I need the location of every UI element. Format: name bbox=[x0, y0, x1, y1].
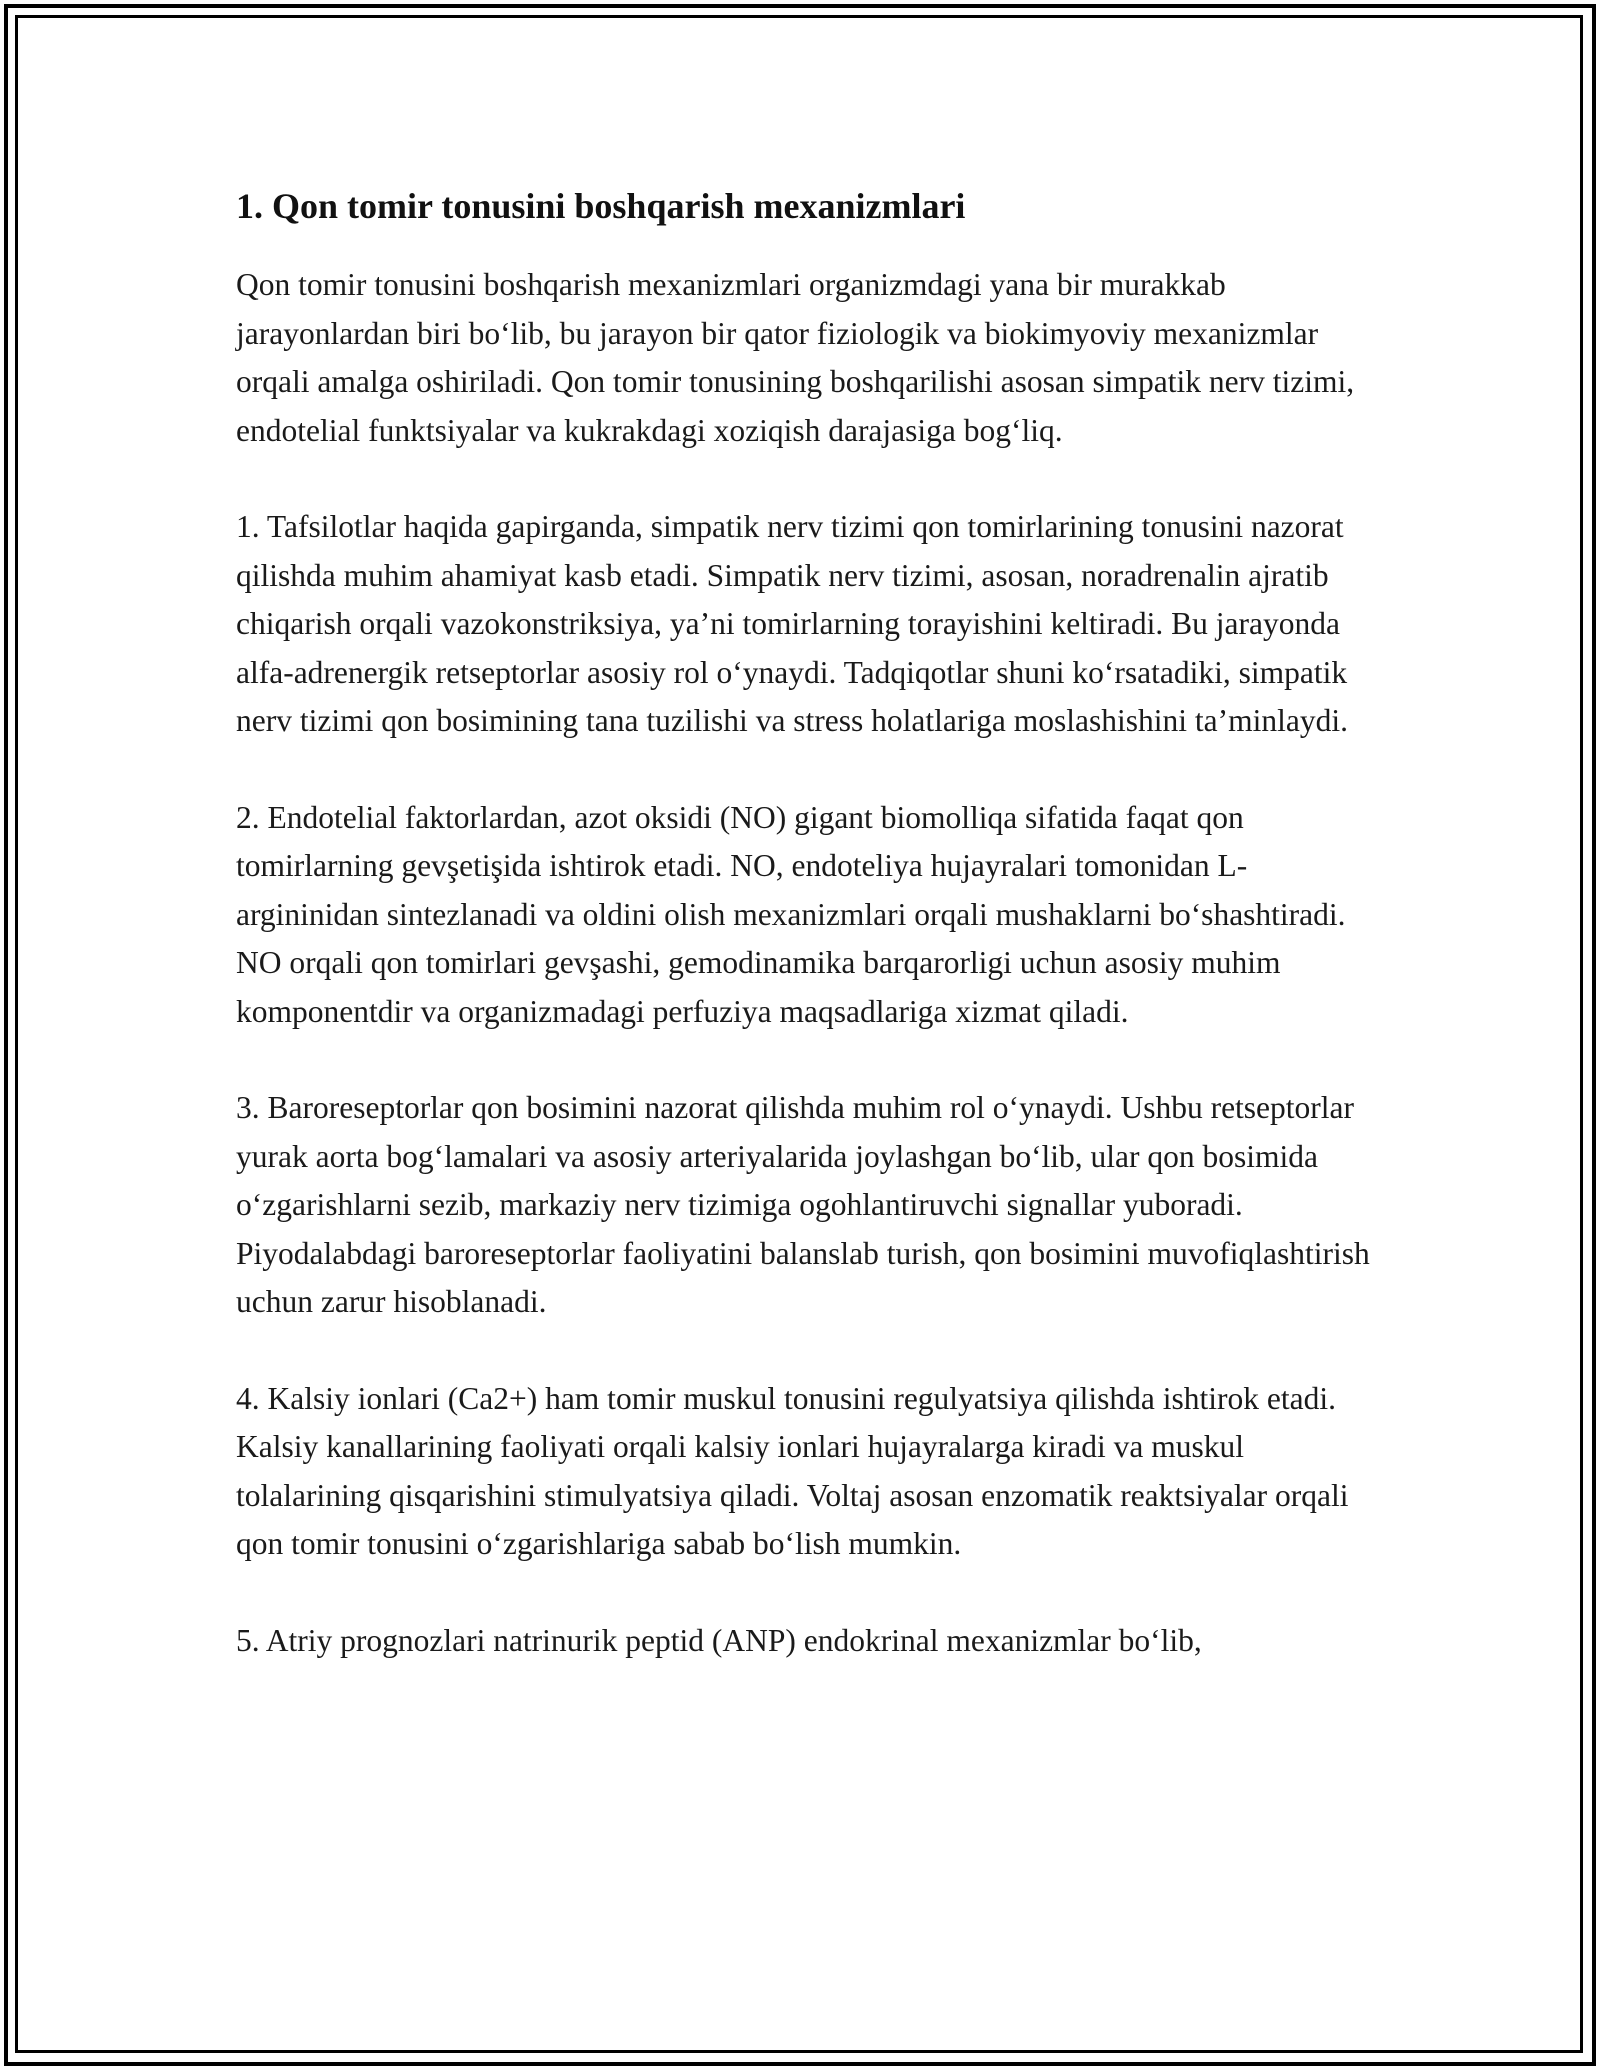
paragraph-3: 3. Baroreseptorlar qon bosimini nazorat qilishda muhim rol o‘ynaydi. Ushbu retseptorlar yurak aorta bog‘lamalari va asosiy arteriyalarida joylashgan bo‘lib, ular qon bosimida o‘zgarishlarni sezib, markaziy nerv tizimiga ogohlantiruvchi signallar yuboradi. Piyodalabdagi baroreseptorlar faoliyatini balanslab turish, qon bosimini muvofiqlashtirish uchun zarur hisoblanadi. bbox=[236, 1090, 1370, 1319]
paragraph-5: 5. Atriy prognozlari natrinurik peptid (ANP) endokrinal mexanizmlar bo‘lib, bbox=[236, 1622, 1202, 1658]
paragraph-4: 4. Kalsiy ionlari (Ca2+) ham tomir muskul tonusini regulyatsiya qilishda ishtirok etadi. Kalsiy kanallarining faoliyati orqali kalsiy ionlari hujayralarga kiradi va muskul tolalarining qisqarishini stimulyatsiya qiladi. Voltaj asosan enzomatik reaktsiyalar orqali qon tomir tonusini o‘zgarishlariga sabab bo‘lish mumkin. bbox=[236, 1380, 1349, 1561]
paragraph-intro: Qon tomir tonusini boshqarish mexanizmlari organizmdagi yana bir murakkab jarayonlardan biri bo‘lib, bu jarayon bir qator fiziologik va biokimyoviy mexanizmlar orqali amalga oshiriladi. Qon tomir tonusining boshqarilishi asosan simpatik nerv tizimi, endotelial funktsiyalar va kukrakdagi xoziqish darajasiga bog‘liq. bbox=[236, 267, 1355, 448]
paragraph-1: 1. Tafsilotlar haqida gapirganda, simpatik nerv tizimi qon tomirlarining tonusini nazorat qilishda muhim ahamiyat kasb etadi. Simpatik nerv tizimi, asosan, noradrenalin ajratib chiqarish orqali vazokonstriksiya, ya’ni tomirlarning torayishini keltiradi. Bu jarayonda alfa-adrenergik retseptorlar asosiy rol o‘ynaydi. Tadqiqotlar shuni ko‘rsatadiki, simpatik nerv tizimi qon bosimining tana tuzilishi va stress holatlariga moslashishini ta’minlaydi. bbox=[236, 509, 1348, 738]
page-title: 1. Qon tomir tonusini boshqarish mexanizmlari bbox=[236, 186, 966, 226]
document-body bbox=[236, 183, 1386, 1713]
paragraph-2: 2. Endotelial faktorlardan, azot oksidi (NO) gigant biomolliqa sifatida faqat qon tomirlarning gevşetişida ishtirok etadi. NO, endoteliya hujayralari tomonidan L-argininidan sintezlanadi va oldini olish mexanizmlari orqali mushaklarni bo‘shashtiradi. NO orqali qon tomirlari gevşashi, gemodinamika barqarorligi uchun asosiy muhim komponentdir va organizmadagi perfuziya maqsadlariga xizmat qiladi. bbox=[236, 799, 1346, 1029]
